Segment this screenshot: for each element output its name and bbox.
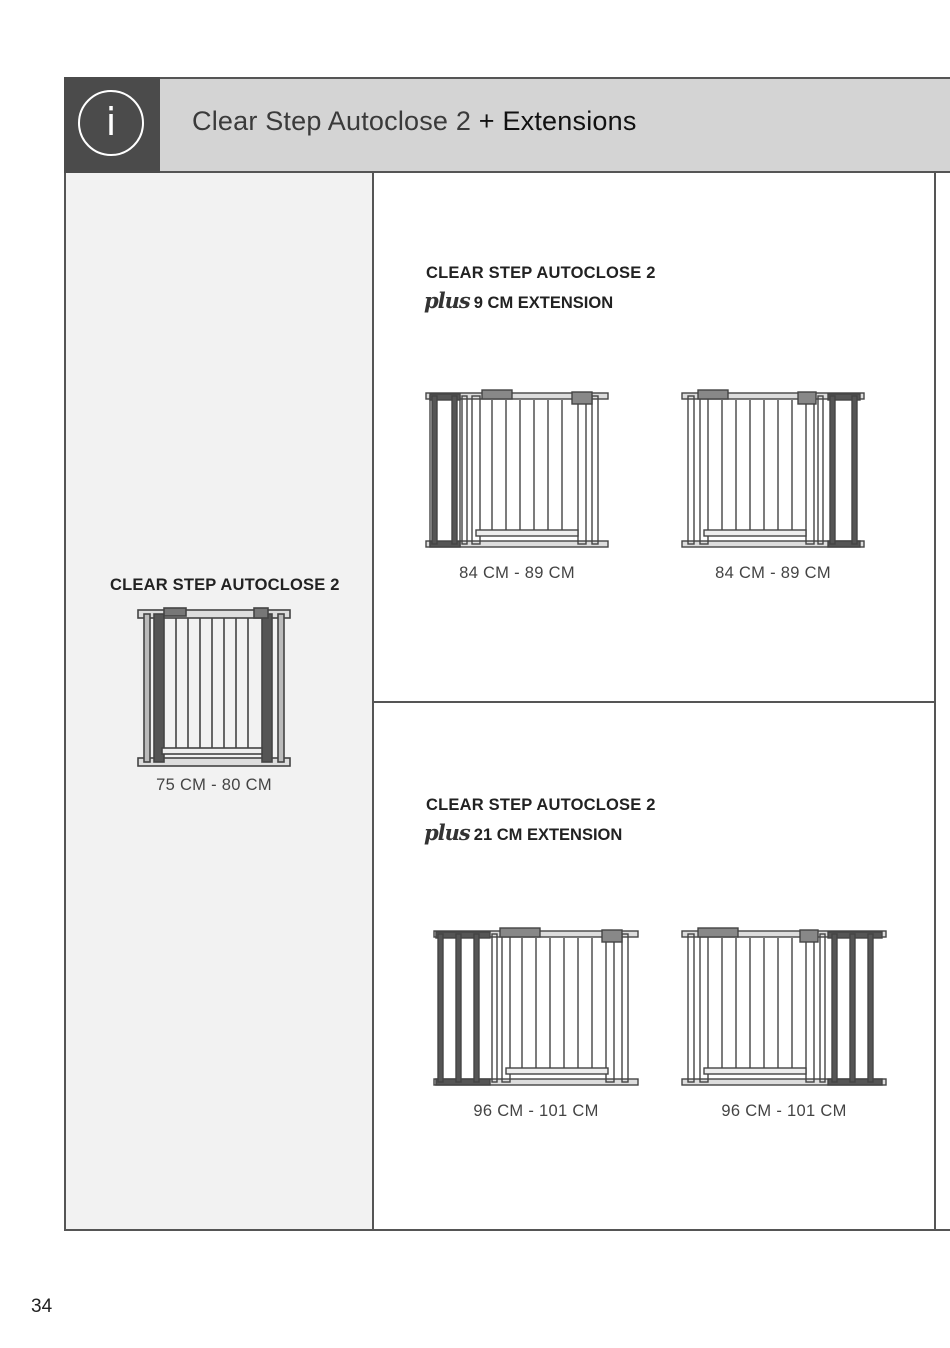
ext9-right-size: 84 CM - 89 CM	[715, 564, 831, 582]
gate-ext9-left-illustration	[422, 388, 612, 552]
base-product-size: 75 CM - 80 CM	[156, 776, 272, 794]
page-title	[192, 106, 637, 137]
ext21-right-size: 96 CM - 101 CM	[721, 1102, 847, 1120]
gate-ext9-right-illustration	[678, 388, 868, 552]
ext21-left-size: 96 CM - 101 CM	[473, 1102, 599, 1120]
info-icon: i	[78, 90, 144, 156]
info-badge	[64, 77, 160, 173]
divider-right	[934, 173, 936, 1231]
gate-base-illustration	[134, 606, 294, 770]
ext21-plus-word: plus	[424, 820, 470, 845]
divider-middle	[372, 701, 936, 703]
title-extensions: + Extensions	[478, 106, 637, 136]
ext9-plus-word: plus	[424, 288, 470, 313]
ext9-label-line1: CLEAR STEP AUTOCLOSE 2	[426, 264, 656, 282]
ext9-extension-name: 9 CM EXTENSION	[473, 294, 614, 312]
ext9-label-line2	[424, 288, 613, 313]
ext21-extension-name: 21 CM EXTENSION	[473, 826, 623, 844]
gate-ext21-right-illustration	[678, 926, 890, 1090]
gate-ext21-left-illustration	[430, 926, 642, 1090]
title-product: Clear Step Autoclose 2	[192, 106, 472, 136]
ext9-left-size: 84 CM - 89 CM	[459, 564, 575, 582]
ext21-label-line2	[424, 820, 622, 845]
base-product-label: CLEAR STEP AUTOCLOSE 2	[110, 576, 340, 594]
page-number: 34	[31, 1296, 53, 1317]
ext21-label-line1: CLEAR STEP AUTOCLOSE 2	[426, 796, 656, 814]
